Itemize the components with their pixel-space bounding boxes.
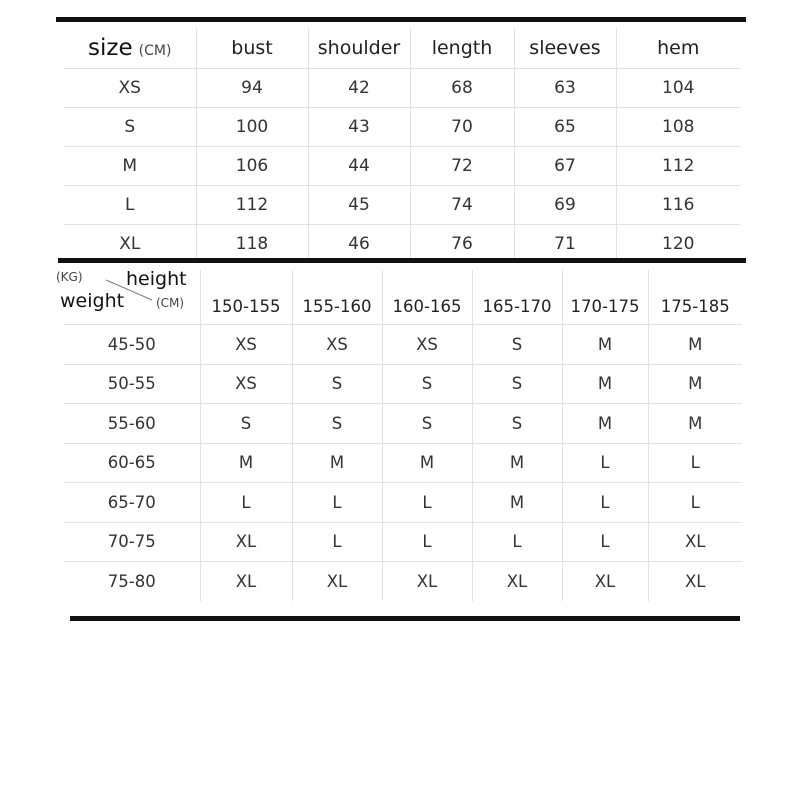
recommended-size-cell: XS — [382, 325, 472, 365]
measurement-cell: 108 — [616, 108, 740, 147]
size-label: size — [88, 35, 133, 61]
size-row-label: M — [64, 147, 196, 186]
fit-table-header — [64, 270, 742, 325]
measurement-cell: 76 — [410, 225, 514, 264]
recommended-size-cell: M — [562, 325, 648, 365]
measurement-cell: 63 — [514, 69, 616, 108]
top-divider — [56, 17, 746, 22]
measurement-cell: 69 — [514, 186, 616, 225]
height-range-header: 175-185 — [648, 270, 742, 325]
size-row — [64, 69, 740, 108]
recommended-size-cell: M — [648, 325, 742, 365]
size-table-header — [64, 28, 740, 69]
weight-row — [64, 522, 742, 562]
size-row-label: XS — [64, 69, 196, 108]
measurement-cell: 104 — [616, 69, 740, 108]
weight-height-fit-table — [56, 268, 742, 601]
column-header-hem: hem — [616, 28, 740, 69]
recommended-size-cell: XL — [472, 562, 562, 601]
recommended-size-cell: L — [562, 483, 648, 523]
recommended-size-cell: XL — [562, 562, 648, 601]
recommended-size-cell: M — [648, 404, 742, 444]
height-label: height — [126, 268, 187, 290]
recommended-size-cell: M — [648, 364, 742, 404]
measurement-cell: 43 — [308, 108, 410, 147]
recommended-size-cell: L — [562, 443, 648, 483]
measurement-cell: 106 — [196, 147, 308, 186]
recommended-size-cell: M — [562, 404, 648, 444]
size-row-label: L — [64, 186, 196, 225]
recommended-size-cell: M — [472, 443, 562, 483]
recommended-size-cell: L — [648, 483, 742, 523]
weight-label: weight — [60, 290, 125, 312]
weight-row — [64, 404, 742, 444]
recommended-size-cell: M — [562, 364, 648, 404]
size-unit: (CM) — [138, 43, 172, 59]
recommended-size-cell: L — [648, 443, 742, 483]
height-range-header: 155-160 — [292, 270, 382, 325]
column-header-bust: bust — [196, 28, 308, 69]
recommended-size-cell: XL — [382, 562, 472, 601]
recommended-size-cell: S — [292, 404, 382, 444]
height-range-header: 170-175 — [562, 270, 648, 325]
measurement-cell: 100 — [196, 108, 308, 147]
recommended-size-cell: L — [382, 522, 472, 562]
recommended-size-cell: L — [382, 483, 472, 523]
recommended-size-cell: L — [292, 483, 382, 523]
size-measurement-table — [64, 28, 740, 263]
measurement-cell: 116 — [616, 186, 740, 225]
weight-row — [64, 483, 742, 523]
recommended-size-cell: M — [292, 443, 382, 483]
recommended-size-cell: XS — [200, 325, 292, 365]
recommended-size-cell: M — [472, 483, 562, 523]
size-row-label: XL — [119, 234, 141, 254]
weight-range-label: 75-80 — [107, 571, 156, 591]
recommended-size-cell: XL — [200, 562, 292, 601]
recommended-size-cell: S — [382, 404, 472, 444]
recommended-size-cell: XL — [292, 562, 382, 601]
measurement-cell: 68 — [410, 69, 514, 108]
measurement-cell: 42 — [308, 69, 410, 108]
measurement-cell: 71 — [514, 225, 616, 264]
measurement-cell: 74 — [410, 186, 514, 225]
weight-row — [64, 325, 742, 365]
recommended-size-cell: S — [292, 364, 382, 404]
measurement-cell: 44 — [308, 147, 410, 186]
weight-row — [64, 364, 742, 404]
measurement-cell: 94 — [196, 69, 308, 108]
weight-range-label: 55-60 — [64, 404, 200, 444]
recommended-size-cell: S — [472, 325, 562, 365]
recommended-size-cell: XS — [292, 325, 382, 365]
weight-range-label: 50-55 — [64, 364, 200, 404]
recommended-size-cell: L — [292, 522, 382, 562]
recommended-size-cell: S — [382, 364, 472, 404]
recommended-size-cell: L — [472, 522, 562, 562]
recommended-size-cell: L — [200, 483, 292, 523]
bottom-divider — [70, 616, 740, 621]
measurement-cell: 65 — [514, 108, 616, 147]
measurement-cell: 67 — [514, 147, 616, 186]
size-header-cell — [64, 28, 196, 69]
size-row — [64, 186, 740, 225]
recommended-size-cell: S — [472, 404, 562, 444]
recommended-size-cell: L — [562, 522, 648, 562]
column-header-sleeves: sleeves — [514, 28, 616, 69]
measurement-cell: 72 — [410, 147, 514, 186]
recommended-size-cell: XL — [648, 522, 742, 562]
corner-header — [56, 268, 200, 325]
weight-range-label: 70-75 — [64, 522, 200, 562]
column-header-length: length — [410, 28, 514, 69]
measurement-cell: 112 — [616, 147, 740, 186]
weight-unit: (KG) — [56, 270, 83, 284]
size-row — [64, 147, 740, 186]
recommended-size-cell: S — [472, 364, 562, 404]
weight-row — [64, 443, 742, 483]
height-unit: (CM) — [156, 296, 185, 310]
measurement-cell: 70 — [410, 108, 514, 147]
measurement-cell: 46 — [308, 225, 410, 264]
recommended-size-cell: XL — [648, 562, 742, 601]
recommended-size-cell: M — [382, 443, 472, 483]
size-row-label: S — [64, 108, 196, 147]
measurement-cell: 112 — [196, 186, 308, 225]
recommended-size-cell: S — [200, 404, 292, 444]
height-range-header: 160-165 — [382, 270, 472, 325]
size-row — [64, 108, 740, 147]
height-range-header: 165-170 — [472, 270, 562, 325]
weight-range-label: 45-50 — [64, 325, 200, 365]
recommended-size-cell: XL — [200, 522, 292, 562]
measurement-cell: 120 — [616, 225, 740, 264]
measurement-cell: 118 — [196, 225, 308, 264]
recommended-size-cell: XS — [200, 364, 292, 404]
diagonal-divider-line — [106, 278, 154, 302]
weight-range-label: 65-70 — [64, 483, 200, 523]
column-header-shoulder: shoulder — [308, 28, 410, 69]
weight-range-label: 60-65 — [64, 443, 200, 483]
recommended-size-cell: M — [200, 443, 292, 483]
measurement-cell: 45 — [308, 186, 410, 225]
weight-row — [64, 562, 742, 601]
height-range-header: 150-155 — [200, 270, 292, 325]
middle-divider — [58, 258, 746, 263]
